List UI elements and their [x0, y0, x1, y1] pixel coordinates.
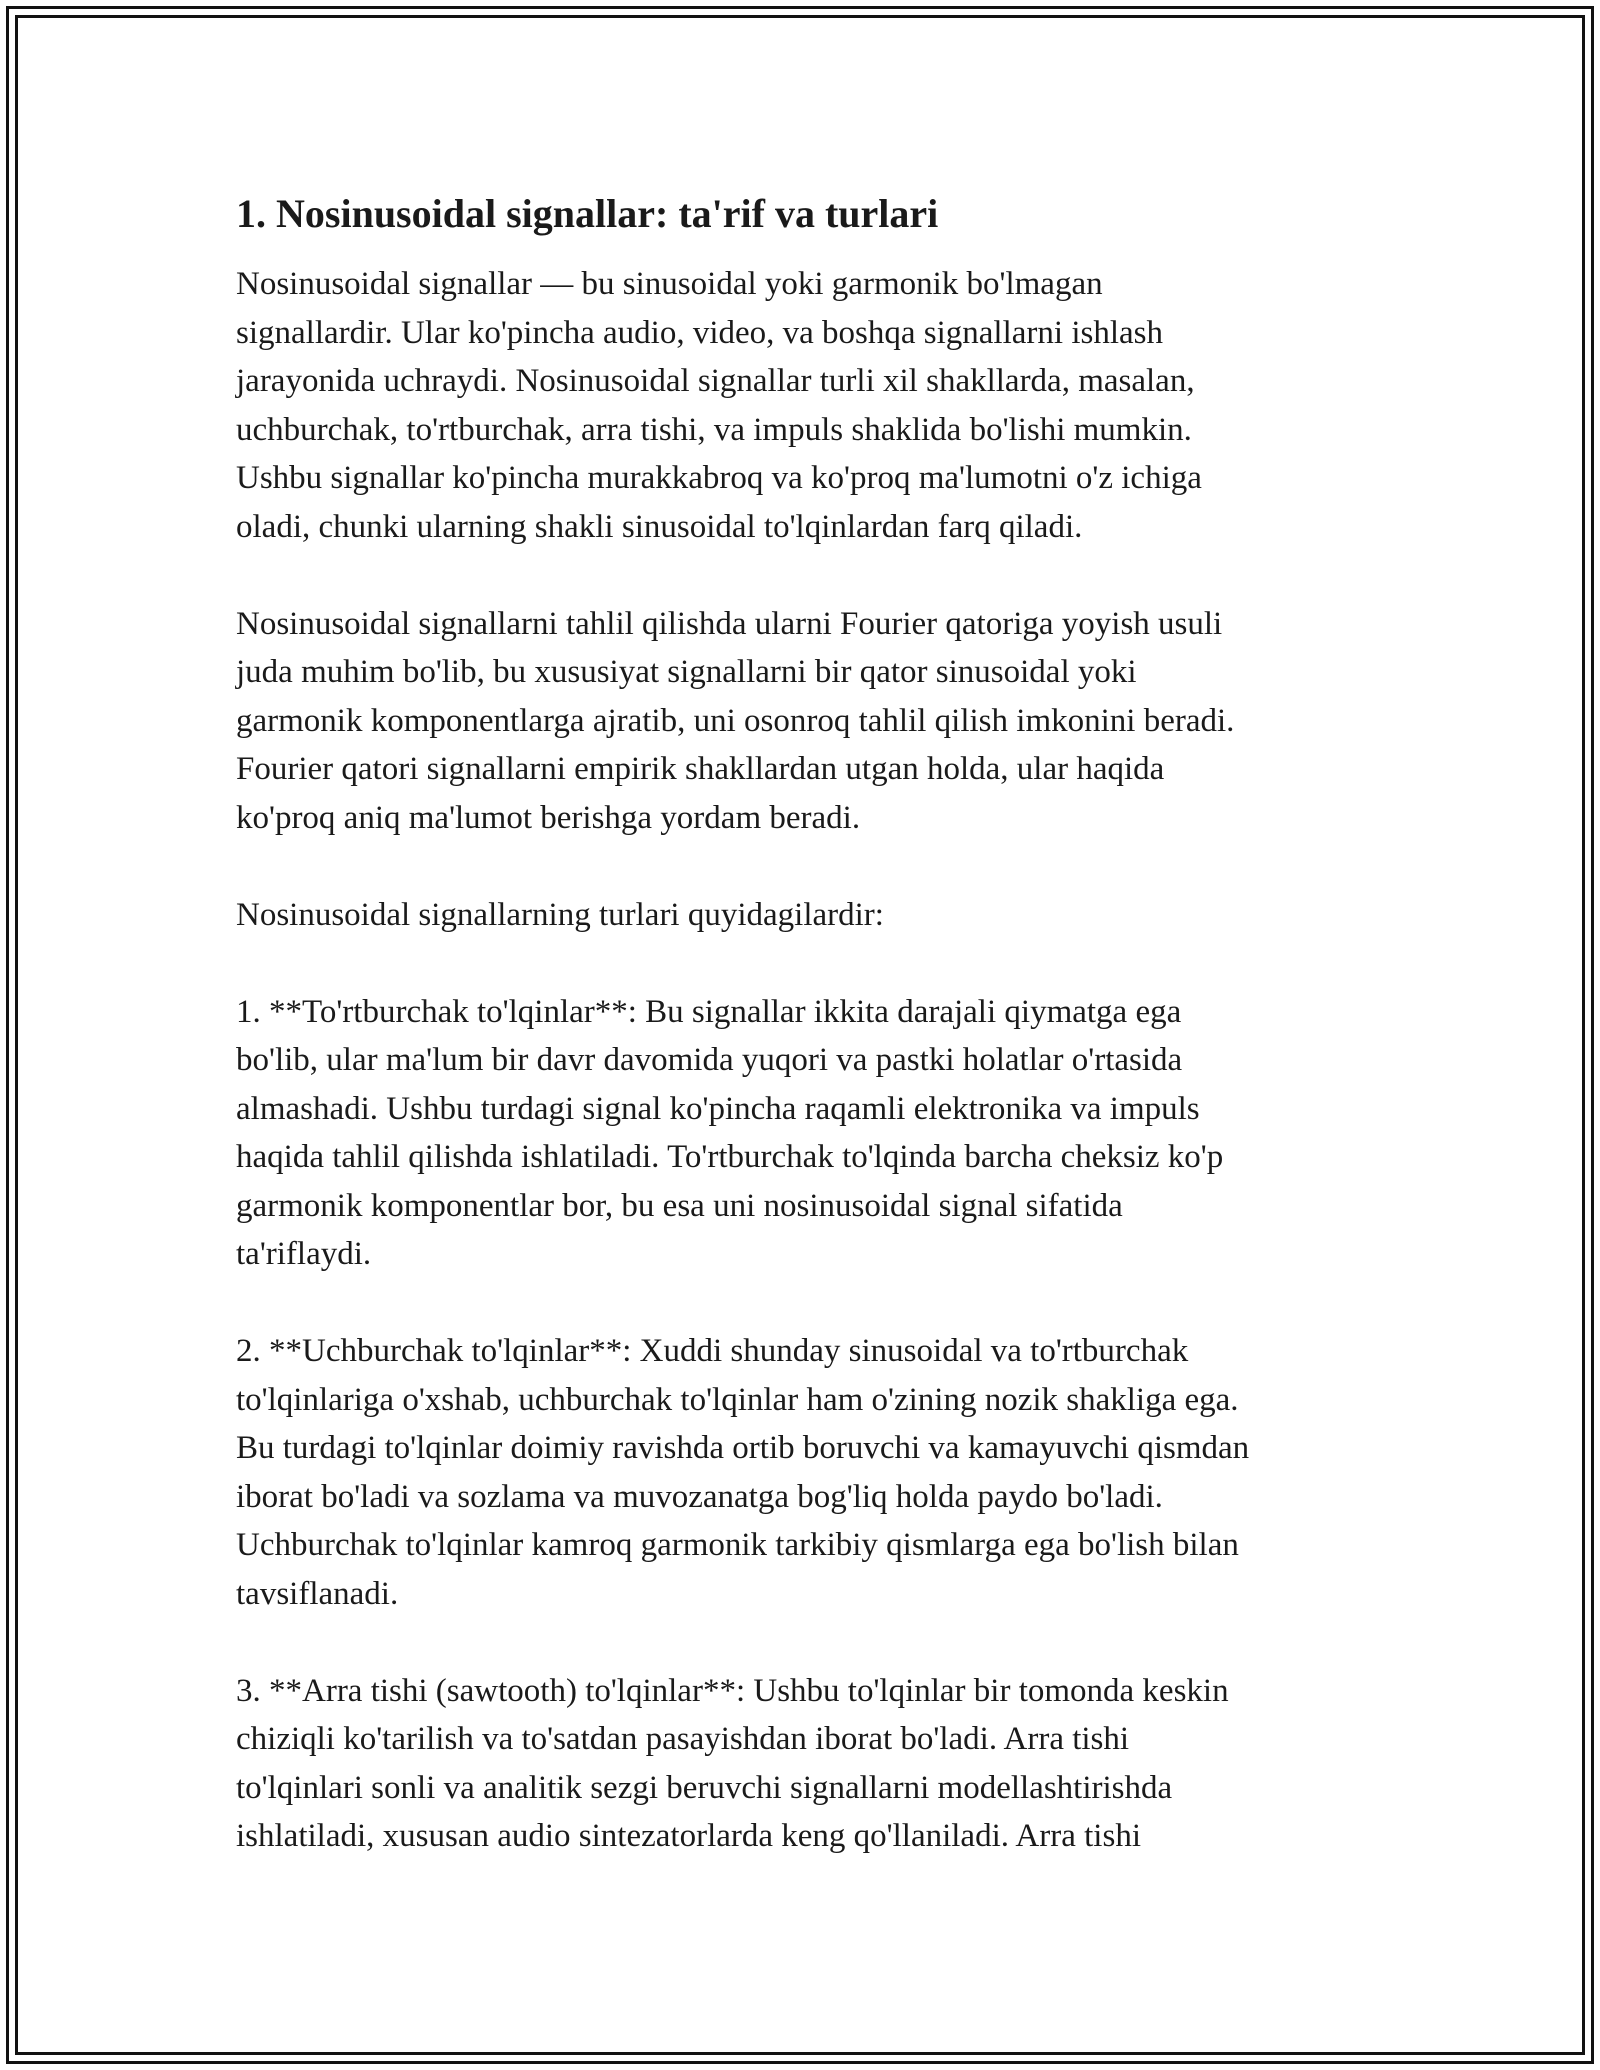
- paragraph-square-wave: [236, 988, 1366, 1279]
- paragraph-fourier: [236, 600, 1366, 843]
- document-body: [236, 190, 1366, 1909]
- paragraph-types-intro: [236, 891, 1366, 940]
- paragraph-sawtooth-wave: [236, 1667, 1366, 1861]
- text-line: 1. **To'rtburchak to'lqinlar**: Bu signallar ikkita darajali qiymatga ega: [236, 993, 1182, 1030]
- text-line: 2. **Uchburchak to'lqinlar**: Xuddi shunday sinusoidal va to'rtburchak: [236, 1333, 1189, 1369]
- text-line: jarayonida uchraydi. Nosinusoidal signallar turli xil shakllarda, masalan,: [236, 363, 1195, 399]
- text-line: to'lqinlariga o'xshab, uchburchak to'lqinlar ham o'zining nozik shakliga ega.: [236, 1381, 1239, 1418]
- text-line: Fourier qatori signallarni empirik shakllardan utgan holda, ular haqida: [236, 751, 1165, 787]
- text-line: garmonik komponentlar bor, bu esa uni nosinusoidal signal sifatida: [236, 1187, 1123, 1224]
- text-line: Nosinusoidal signallarni tahlil qilishda ularni Fourier qatoriga yoyish usuli: [236, 605, 1223, 642]
- text-line: ishlatiladi, xususan audio sintezatorlarda keng qo'llaniladi. Arra tishi: [236, 1818, 1141, 1854]
- text-line: Nosinusoidal signallar — bu sinusoidal yoki garmonik bo'lmagan: [236, 266, 1103, 302]
- text-line: tavsiflanadi.: [236, 1575, 399, 1612]
- text-line: Bu turdagi to'lqinlar doimiy ravishda ortib boruvchi va kamayuvchi qismdan: [236, 1430, 1250, 1466]
- text-line: signallardir. Ular ko'pincha audio, video, va boshqa signallarni ishlash: [236, 314, 1163, 351]
- text-line: chiziqli ko'tarilish va to'satdan pasayishdan iborat bo'ladi. Arra tishi: [236, 1721, 1130, 1757]
- text-line: iborat bo'ladi va sozlama va muvozanatga bog'liq holda paydo bo'ladi.: [236, 1478, 1163, 1515]
- text-line: almashadi. Ushbu turdagi signal ko'pincha raqamli elektronika va impuls: [236, 1090, 1200, 1127]
- paragraph-definition: [236, 260, 1366, 551]
- text-line: Nosinusoidal signallarning turlari quyidagilardir:: [236, 896, 884, 933]
- text-line: uchburchak, to'rtburchak, arra tishi, va impuls shaklida bo'lishi mumkin.: [236, 411, 1192, 448]
- text-line: ta'riflaydi.: [236, 1236, 372, 1272]
- text-line: oladi, chunki ularning shakli sinusoidal to'lqinlardan farq qiladi.: [236, 508, 1083, 545]
- text-line: to'lqinlari sonli va analitik sezgi beruvchi signallarni modellashtirishda: [236, 1769, 1173, 1806]
- text-line: garmonik komponentlarga ajratib, uni osonroq tahlil qilish imkonini beradi.: [236, 702, 1235, 739]
- document-title: 1. Nosinusoidal signallar: ta'rif va turlari: [236, 191, 939, 236]
- paragraph-triangle-wave: [236, 1327, 1366, 1618]
- text-line: bo'lib, ular ma'lum bir davr davomida yuqori va pastki holatlar o'rtasida: [236, 1042, 1183, 1078]
- text-line: 3. **Arra tishi (sawtooth) to'lqinlar**: Ushbu to'lqinlar bir tomonda keskin: [236, 1672, 1229, 1709]
- text-line: haqida tahlil qilishda ishlatiladi. To'rtburchak to'lqinda barcha cheksiz ko'p: [236, 1139, 1224, 1175]
- text-line: Uchburchak to'lqinlar kamroq garmonik tarkibiy qismlarga ega bo'lish bilan: [236, 1527, 1239, 1563]
- text-line: juda muhim bo'lib, bu xususiyat signallarni bir qator sinusoidal yoki: [236, 654, 1137, 690]
- text-line: Ushbu signallar ko'pincha murakkabroq va ko'proq ma'lumotni o'z ichiga: [236, 460, 1202, 496]
- text-line: ko'proq aniq ma'lumot berishga yordam beradi.: [236, 799, 861, 836]
